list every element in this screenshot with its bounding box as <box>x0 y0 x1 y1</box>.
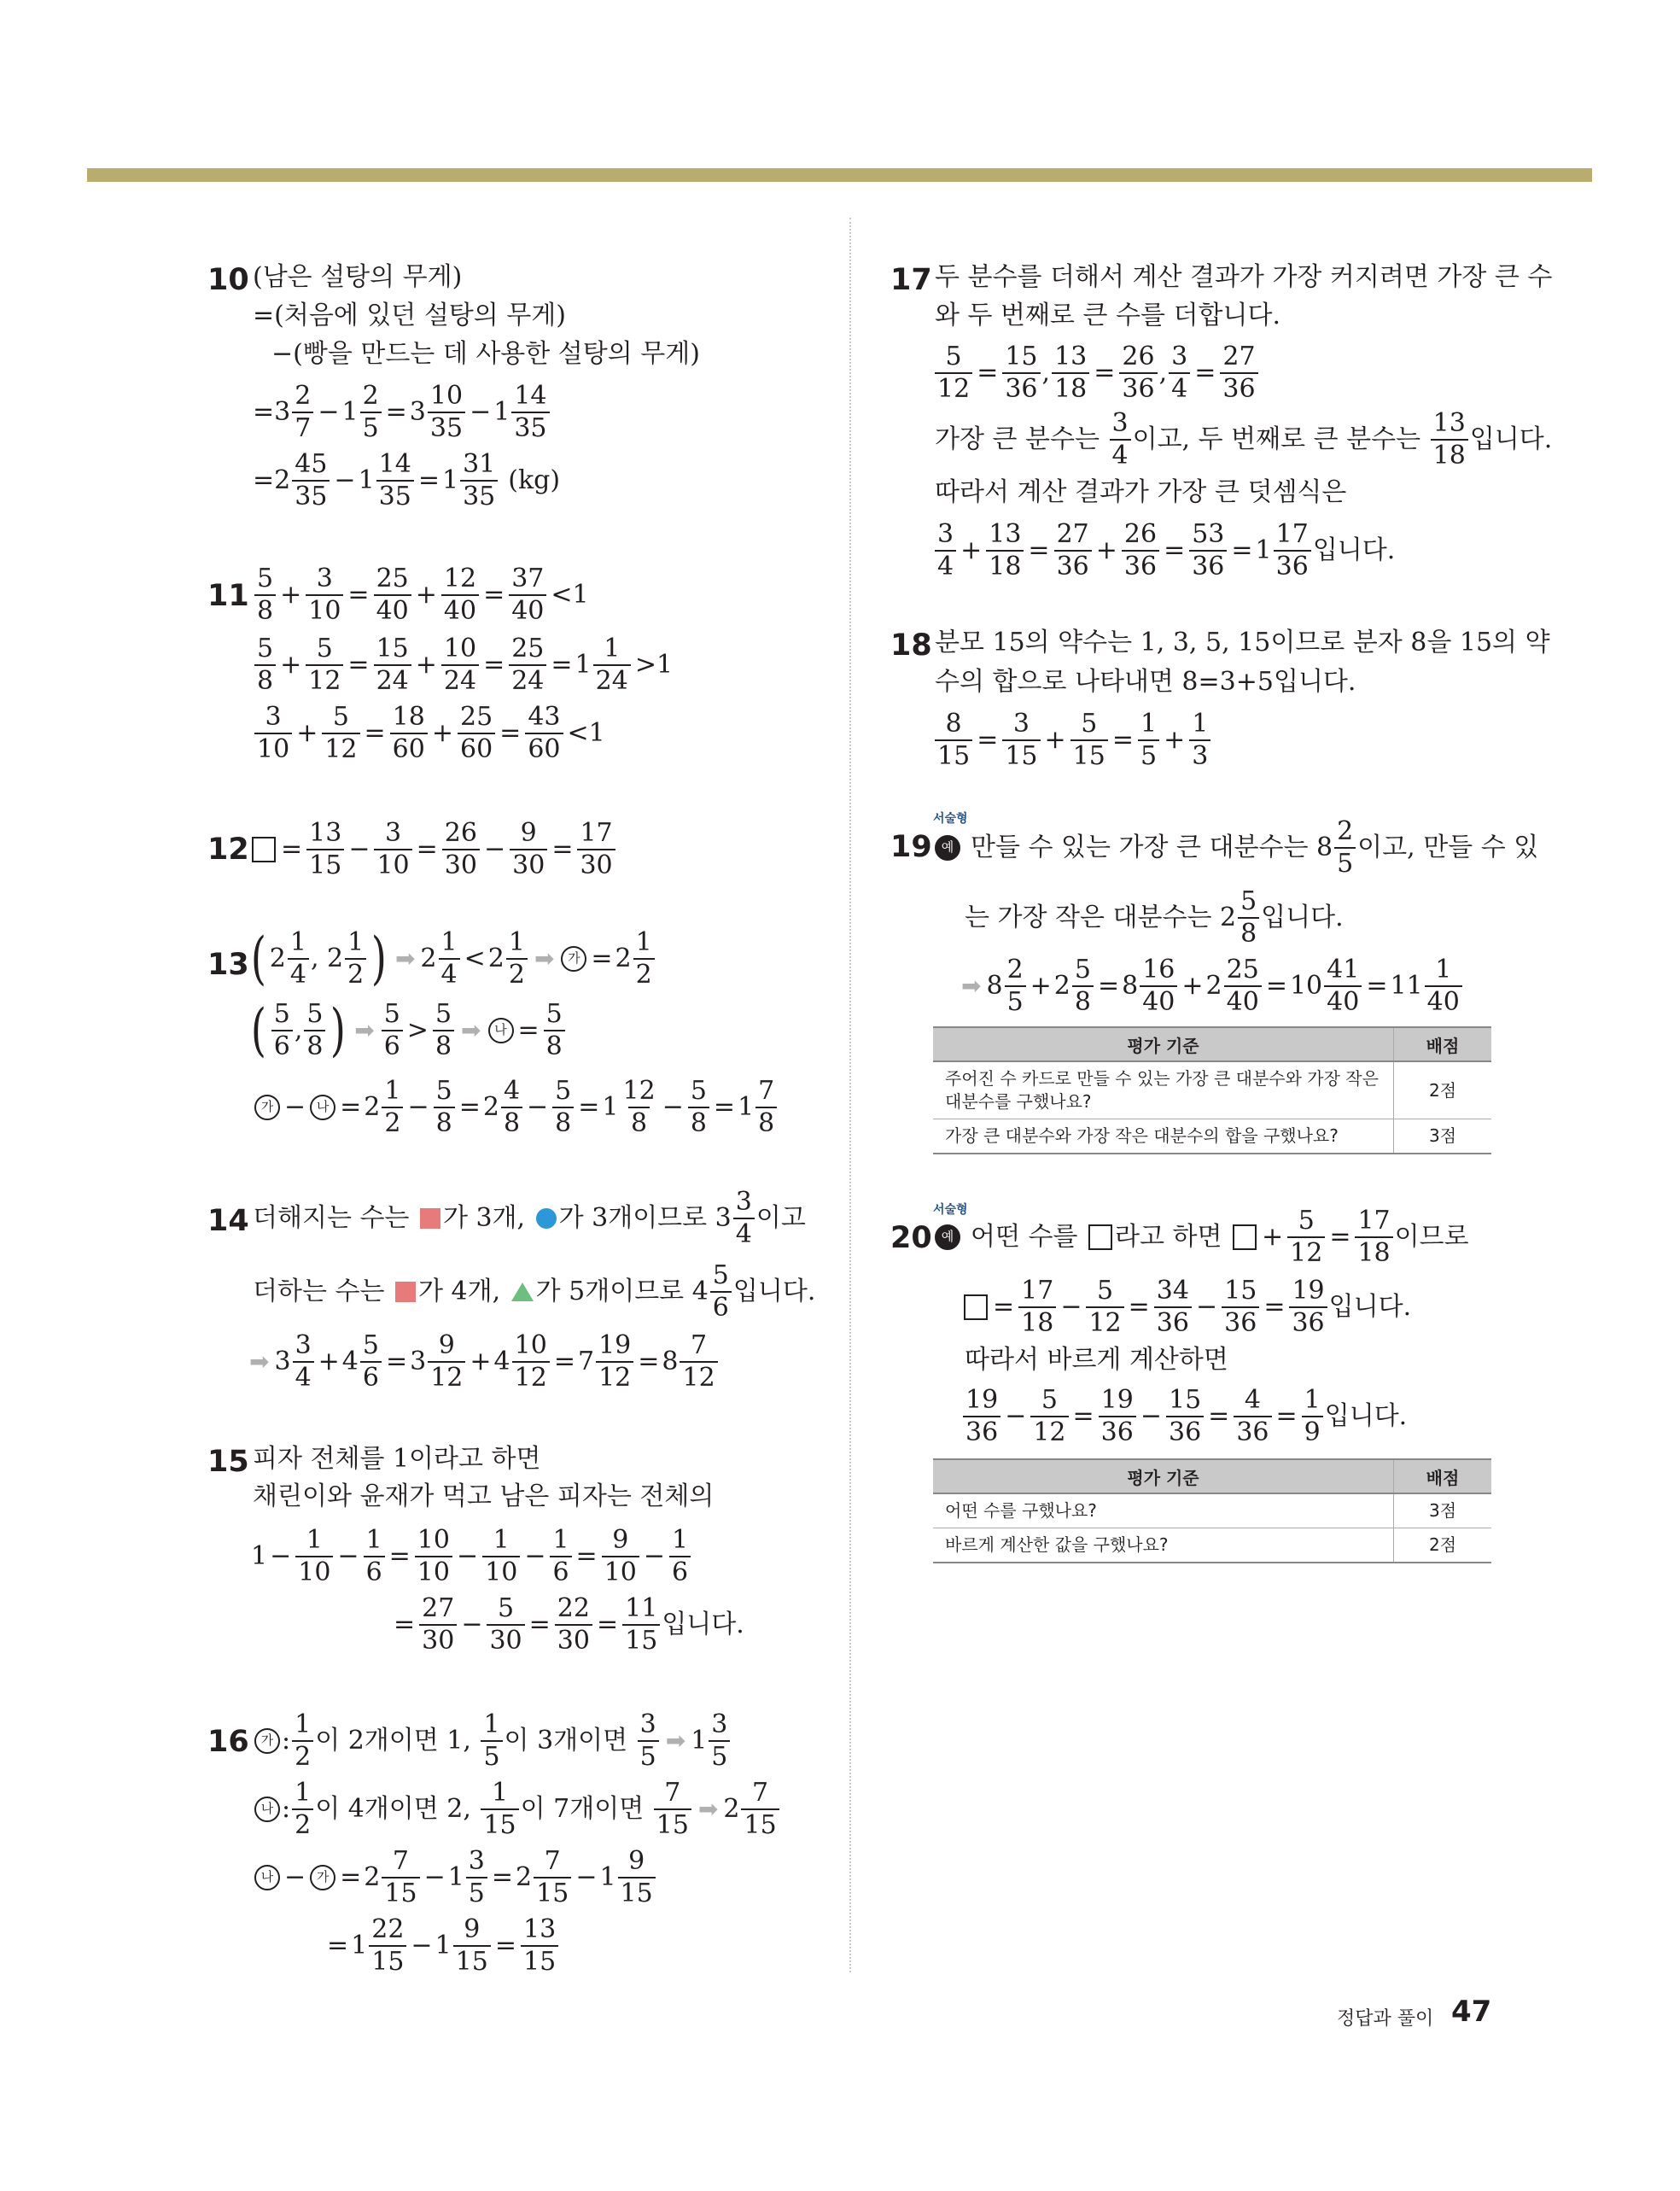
solution-line: 두 분수를 더해서 계산 결과가 가장 커지려면 가장 큰 수 <box>935 262 1553 292</box>
problem-number: 18 <box>890 628 932 663</box>
score-header: 배점 <box>1394 1459 1492 1493</box>
criteria-cell: 주어진 수 카드로 만들 수 있는 가장 큰 대분수와 가장 작은 대분수를 구했나요? <box>933 1061 1394 1119</box>
red-square-icon <box>395 1282 416 1302</box>
arrow-icon: ➡ <box>249 1347 270 1376</box>
equation: 나 : $\frac{1}{2}$ 이 4개이면 2, $\frac{1}{15}$ 이 7개이면 $\frac{7}{15}$ ➡ 2 $\frac{7}{15}$ <box>253 1779 781 1838</box>
solution-line: (남은 설탕의 무게) <box>253 262 463 292</box>
solution-line: 분모 15의 약수는 1, 3, 5, 15이므로 분자 8을 15의 약 <box>935 628 1550 657</box>
green-triangle-icon <box>511 1282 534 1301</box>
problem-number: 15 <box>207 1445 249 1479</box>
equation: $\frac{8}{15}$ = $\frac{3}{15}$ + $\frac{5}{15}$ = $\frac{1}{5}$ + $\frac{1}{3}$ <box>933 710 1212 769</box>
ga-circle-icon: 가 <box>254 1095 280 1120</box>
equation: $\frac{3}{10}$ + $\frac{5}{12}$ = $\frac{18}{60}$ + $\frac{25}{60}$ = $\frac{43}{60}$ <1 <box>253 704 608 762</box>
grading-table <box>933 1458 1491 1563</box>
column-divider <box>849 218 851 1972</box>
problem-number: 19 <box>890 830 932 864</box>
ga-circle-icon: 가 <box>254 1728 280 1754</box>
criteria-cell: 가장 큰 대분수와 가장 작은 대분수의 합을 구했나요? <box>933 1119 1394 1154</box>
blue-circle-icon <box>536 1208 557 1229</box>
problem-number: 13 <box>207 948 249 982</box>
equation: = 1 $\frac{22}{15}$ − 1 $\frac{9}{15}$ = $\frac{13}{15}$ <box>324 1916 560 1975</box>
criteria-header: 평가 기준 <box>933 1027 1394 1061</box>
solution-line: =(처음에 있던 설탕의 무게) <box>253 301 566 330</box>
problem-number: 20 <box>890 1221 932 1255</box>
solution-line: 더해지는 수는 가 3개, 가 3개이므로 3 $\frac{3}{4}$ 이고 <box>253 1187 806 1249</box>
solution-line: 따라서 계산 결과가 가장 큰 덧셈식은 <box>935 477 1347 507</box>
score-cell: 3점 <box>1394 1493 1492 1528</box>
arrow-icon: ➡ <box>697 1794 719 1823</box>
solution-line: −(빵을 만드는 데 사용한 설탕의 무게) <box>271 339 700 369</box>
problem-number: 16 <box>207 1725 249 1759</box>
solution-line: 예 어떤 수를 라고 하면 + $\frac{5}{12}$ = $\frac{17}{18}$ 이므로 <box>933 1207 1469 1266</box>
solution-line: 수의 합으로 나타내면 8=3+5입니다. <box>935 667 1356 697</box>
equation: ( 2 $\frac{1}{4}$ , 2 $\frac{1}{2}$ ) ➡ 2 $\frac{1}{4}$ < 2 $\frac{1}{2}$ ➡ 가 = 2 $\frac{1}{2}$ <box>248 929 656 988</box>
equation: $\frac{3}{4}$ + $\frac{13}{18}$ = $\frac{27}{36}$ + $\frac{26}{36}$ = $\frac{53}{36}$ = 1 $\frac{17}{36}$ 입니다. <box>933 521 1395 580</box>
equation: $\frac{5}{12}$ = $\frac{15}{36}$ , $\frac{13}{18}$ = $\frac{26}{36}$ , $\frac{3}{4}$ = $\frac{27}{36}$ <box>933 343 1260 402</box>
criteria-header: 평가 기준 <box>933 1459 1394 1493</box>
page-number: 47 <box>1451 1995 1492 2029</box>
solution-line: 와 두 번째로 큰 수를 더합니다. <box>935 301 1280 330</box>
blank-box <box>1233 1224 1257 1250</box>
descriptive-tag: 서술형 <box>933 1203 968 1217</box>
problem-number: 10 <box>207 263 249 297</box>
arrow-icon: ➡ <box>394 944 416 973</box>
blank-box <box>964 1294 988 1320</box>
score-cell: 3점 <box>1394 1119 1492 1154</box>
header-bar <box>87 168 1592 182</box>
equation: ➡ 8 $\frac{2}{5}$ + 2 $\frac{5}{8}$ = 8 $\frac{16}{40}$ + 2 $\frac{25}{40}$ = 10 $\frac{41}{40}$ = 11 $\frac{1}{40}$ <box>961 956 1464 1015</box>
criteria-cell: 어떤 수를 구했나요? <box>933 1493 1394 1528</box>
blank-box <box>1088 1224 1112 1250</box>
equation: = $\frac{27}{30}$ − $\frac{5}{30}$ = $\frac{22}{30}$ = $\frac{11}{15}$ 입니다. <box>394 1593 744 1656</box>
equation: 나 − 가 = 2 $\frac{7}{15}$ − 1 $\frac{3}{5}$ = 2 $\frac{7}{15}$ − 1 $\frac{9}{15}$ <box>253 1848 657 1907</box>
equation: $\frac{5}{8}$ + $\frac{3}{10}$ = $\frac{25}{40}$ + $\frac{12}{40}$ = $\frac{37}{40}$ <1 <box>253 565 592 624</box>
example-badge: 예 <box>935 835 960 861</box>
na-circle-icon: 나 <box>310 1095 335 1120</box>
equation: =3 $\frac{2}{7}$ − 1 $\frac{2}{5}$ = 3 $\frac{10}{35}$ − 1 $\frac{14}{35}$ <box>253 383 551 441</box>
arrow-icon: ➡ <box>534 944 555 973</box>
equation: =2 $\frac{45}{35}$ − 1 $\frac{14}{35}$ = 1 $\frac{31}{35}$ (kg) <box>253 449 561 511</box>
score-cell: 2점 <box>1394 1061 1492 1119</box>
arrow-icon: ➡ <box>461 1015 481 1044</box>
arrow-icon: ➡ <box>961 971 982 1000</box>
equation: = $\frac{17}{18}$ − $\frac{5}{12}$ = $\frac{34}{36}$ − $\frac{15}{36}$ = $\frac{19}{36}$ 입니다. <box>961 1277 1411 1336</box>
equation: $\frac{5}{8}$ + $\frac{5}{12}$ = $\frac{15}{24}$ + $\frac{10}{24}$ = $\frac{25}{24}$ = 1 $\frac{1}{24}$ >1 <box>253 635 675 694</box>
footer-label: 정답과 풀이 <box>1337 2008 1434 2030</box>
equation: = $\frac{13}{15}$ − $\frac{3}{10}$ = $\frac{26}{30}$ − $\frac{9}{30}$ = $\frac{17}{30}$ <box>249 820 617 879</box>
problem-number: 17 <box>890 263 932 297</box>
solution-line: 더하는 수는 가 4개, 가 5개이므로 4 $\frac{5}{6}$ 입니다. <box>253 1260 816 1323</box>
grading-table <box>933 1026 1491 1154</box>
solution-line: 가장 큰 분수는 $\frac{3}{4}$ 이고, 두 번째로 큰 분수는 $\frac{13}{18}$ 입니다. <box>935 408 1553 470</box>
solution-line: 피자 전체를 1이라고 하면 <box>253 1444 541 1474</box>
descriptive-tag: 서술형 <box>933 812 968 826</box>
arrow-icon: ➡ <box>354 1015 375 1044</box>
solution-line: 예 만들 수 있는 가장 큰 대분수는 8 $\frac{2}{5}$ 이고, 만들 수 있 <box>933 818 1538 877</box>
problem-number: 14 <box>207 1204 249 1238</box>
blank-box <box>252 837 276 862</box>
equation: $\frac{19}{36}$ − $\frac{5}{12}$ = $\frac{19}{36}$ − $\frac{15}{36}$ = $\frac{4}{36}$ = $\frac{1}{9}$ 입니다. <box>961 1387 1407 1446</box>
equation: ➡ 3 $\frac{3}{4}$ + 4 $\frac{5}{6}$ = 3 $\frac{9}{12}$ + 4 $\frac{10}{12}$ = 7 $\frac{19}{12}$ = 8 $\frac{7}{12}$ <box>249 1332 720 1391</box>
arrow-icon: ➡ <box>665 1726 686 1755</box>
na-circle-icon: 나 <box>488 1018 514 1043</box>
solution-line: 채린이와 윤재가 먹고 남은 피자는 전체의 <box>253 1481 715 1511</box>
equation: 가 : $\frac{1}{2}$ 이 2개이면 1, $\frac{1}{5}$ 이 3개이면 $\frac{3}{5}$ ➡ 1 $\frac{3}{5}$ <box>253 1711 732 1770</box>
ga-circle-icon: 가 <box>310 1865 335 1890</box>
equation: ( $\frac{5}{6}$ , $\frac{5}{8}$ ) ➡ $\frac{5}{6}$ > $\frac{5}{8}$ ➡ 나 = $\frac{5}{8}$ <box>248 1001 567 1060</box>
example-badge: 예 <box>935 1224 960 1250</box>
problem-number: 12 <box>207 833 249 867</box>
na-circle-icon: 나 <box>254 1797 280 1822</box>
solution-line: 는 가장 작은 대분수는 2 $\frac{5}{8}$ 입니다. <box>965 886 1344 949</box>
problem-number: 11 <box>207 579 249 613</box>
equation: 1 − $\frac{1}{10}$ − $\frac{1}{6}$ = $\frac{10}{10}$ − $\frac{1}{10}$ − $\frac{1}{6}$ = $\frac{9}{10}$ − $\frac{1}{6}$ <box>251 1527 692 1586</box>
score-header: 배점 <box>1394 1027 1492 1061</box>
red-square-icon <box>420 1208 440 1229</box>
na-circle-icon: 나 <box>254 1865 280 1890</box>
criteria-cell: 바르게 계산한 값을 구했나요? <box>933 1528 1394 1563</box>
equation: 가 − 나 = 2 $\frac{1}{2}$ − $\frac{5}{8}$ = 2 $\frac{4}{8}$ − $\frac{5}{8}$ = 1 $\frac{12}{8}$ − $\frac{5}{8}$ = 1 $\frac{7}{8}$ <box>253 1078 779 1136</box>
score-cell: 2점 <box>1394 1528 1492 1563</box>
solution-line: 따라서 바르게 계산하면 <box>965 1345 1228 1375</box>
ga-circle-icon: 가 <box>561 946 586 972</box>
